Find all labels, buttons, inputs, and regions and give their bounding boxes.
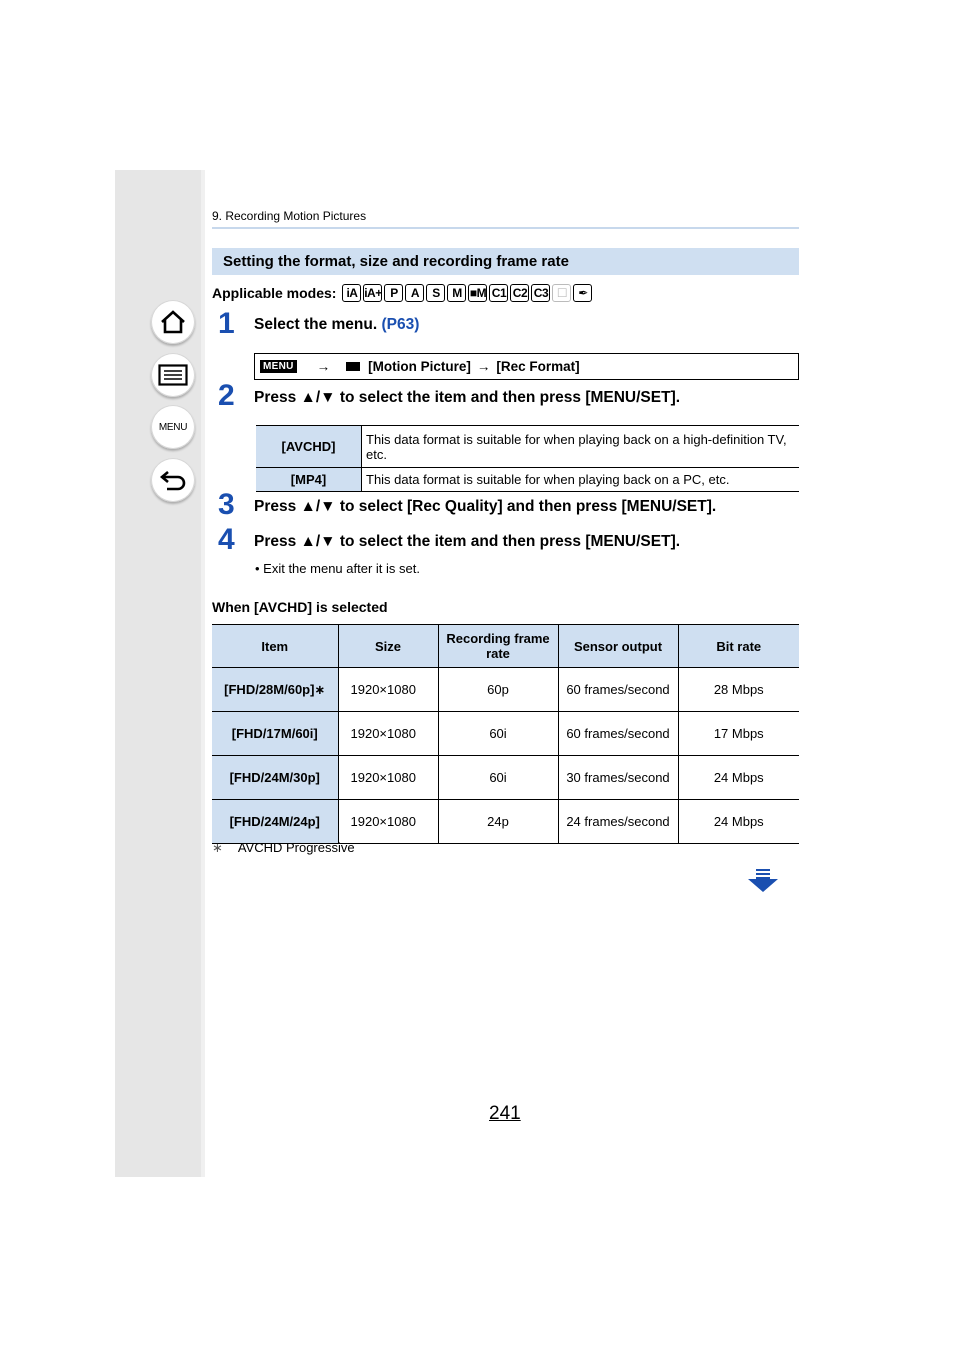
cell-item: [FHD/17M/60i] bbox=[212, 712, 338, 756]
mode-m-icon: M bbox=[447, 284, 466, 302]
cell-frame-rate: 24p bbox=[438, 800, 558, 844]
menu-button[interactable] bbox=[151, 405, 195, 449]
step-2-number: 2 bbox=[218, 379, 235, 412]
breadcrumb-rule bbox=[212, 227, 799, 229]
column-header: Sensor output bbox=[558, 625, 678, 668]
mode-creative-video-icon: ■M bbox=[469, 286, 487, 300]
format-desc: This data format is suitable for when playing back on a high-definition TV, etc. bbox=[362, 426, 800, 468]
step-3-number: 3 bbox=[218, 488, 235, 521]
applicable-modes-label: Applicable modes: bbox=[212, 285, 337, 301]
format-desc: This data format is suitable for when playing back on a PC, etc. bbox=[362, 468, 800, 492]
applicable-modes bbox=[212, 284, 592, 302]
list-icon bbox=[158, 364, 188, 386]
step-3-text: Press ▲/▼ to select [Rec Quality] and then press [MENU/SET]. bbox=[254, 498, 717, 515]
section-title: Setting the format, size and recording frame rate bbox=[212, 248, 799, 275]
footnote-text: AVCHD Progressive bbox=[237, 840, 355, 855]
table-row bbox=[256, 426, 799, 468]
menu-path-item-rec-format: [Rec Format] bbox=[496, 359, 580, 374]
menu-badge: MENU bbox=[260, 360, 297, 373]
cell-size: 1920×1080 bbox=[338, 756, 438, 800]
mode-panorama-icon: ☐ bbox=[552, 284, 571, 302]
menu-path-arrow: → bbox=[316, 359, 331, 374]
next-page-arrow-icon bbox=[747, 868, 779, 894]
table-header-row bbox=[212, 625, 799, 668]
step-1-text bbox=[254, 316, 419, 334]
column-header: Recording frame rate bbox=[438, 625, 558, 668]
step-4-text: Press ▲/▼ to select the item and then press [MENU/SET]. bbox=[254, 533, 681, 550]
mode-ia-icon: iA bbox=[342, 284, 361, 302]
mode-a-icon: A bbox=[405, 284, 424, 302]
menu-path-item-motion-picture: [Motion Picture] bbox=[368, 359, 471, 374]
home-button[interactable] bbox=[151, 300, 195, 344]
home-icon bbox=[159, 309, 187, 335]
next-page-button[interactable] bbox=[747, 868, 779, 899]
format-table bbox=[256, 425, 799, 492]
bullet-note: • Exit the menu after it is set. bbox=[255, 561, 420, 576]
cell-size: 1920×1080 bbox=[338, 668, 438, 712]
toc-button[interactable] bbox=[151, 353, 195, 397]
cell-bit-rate: 17 Mbps bbox=[678, 712, 799, 756]
cell-item: [FHD/24M/24p] bbox=[212, 800, 338, 844]
cell-sensor-output: 24 frames/second bbox=[558, 800, 678, 844]
column-header: Size bbox=[338, 625, 438, 668]
cell-bit-rate: 24 Mbps bbox=[678, 800, 799, 844]
menu-button-label: MENU bbox=[158, 421, 188, 433]
footnote-marker: ∗ bbox=[212, 840, 223, 855]
cell-frame-rate: 60i bbox=[438, 756, 558, 800]
cell-size: 1920×1080 bbox=[338, 712, 438, 756]
mode-s-icon: S bbox=[426, 284, 445, 302]
cell-sensor-output: 60 frames/second bbox=[558, 712, 678, 756]
cell-sensor-output: 60 frames/second bbox=[558, 668, 678, 712]
table-row bbox=[212, 800, 799, 844]
page-number: 241 bbox=[489, 1103, 521, 1124]
cell-item: [FHD/28M/60p]∗ bbox=[212, 668, 338, 712]
menu-path-arrow: → bbox=[476, 359, 491, 374]
cell-bit-rate: 24 Mbps bbox=[678, 756, 799, 800]
breadcrumb: 9. Recording Motion Pictures bbox=[212, 209, 367, 223]
table-row bbox=[256, 468, 799, 492]
table-row bbox=[212, 668, 799, 712]
cell-bit-rate: 28 Mbps bbox=[678, 668, 799, 712]
format-key: [AVCHD] bbox=[256, 426, 362, 468]
step-1-label: Select the menu. bbox=[254, 316, 378, 333]
mode-creative-control-icon: ✒ bbox=[573, 284, 592, 302]
step-1-page-link[interactable]: (P63) bbox=[381, 316, 420, 333]
cell-size: 1920×1080 bbox=[338, 800, 438, 844]
step-1-number: 1 bbox=[218, 307, 235, 340]
cell-frame-rate: 60i bbox=[438, 712, 558, 756]
mode-p-icon: P bbox=[384, 284, 403, 302]
motion-picture-icon bbox=[346, 362, 360, 371]
format-key: [MP4] bbox=[256, 468, 362, 492]
mode-icons bbox=[342, 284, 592, 302]
mode-ia-plus-icon: iA+ bbox=[364, 286, 382, 300]
cell-item: [FHD/24M/30p] bbox=[212, 756, 338, 800]
footnote bbox=[212, 840, 355, 856]
mode-c2-icon: C2 bbox=[510, 284, 529, 302]
back-button[interactable] bbox=[151, 458, 195, 502]
cell-sensor-output: 30 frames/second bbox=[558, 756, 678, 800]
avchd-heading: When [AVCHD] is selected bbox=[212, 599, 388, 615]
step-2-text: Press ▲/▼ to select the item and then press [MENU/SET]. bbox=[254, 389, 681, 406]
column-header: Bit rate bbox=[678, 625, 799, 668]
sidebar-edge bbox=[201, 170, 205, 1177]
mode-c3-icon: C3 bbox=[531, 284, 550, 302]
table-row bbox=[212, 756, 799, 800]
step-4-number: 4 bbox=[218, 523, 235, 556]
menu-path bbox=[254, 353, 799, 380]
recording-table bbox=[212, 624, 799, 844]
mode-c1-icon: C1 bbox=[489, 284, 508, 302]
table-row bbox=[212, 712, 799, 756]
return-icon bbox=[159, 468, 187, 492]
cell-frame-rate: 60p bbox=[438, 668, 558, 712]
column-header: Item bbox=[212, 625, 338, 668]
